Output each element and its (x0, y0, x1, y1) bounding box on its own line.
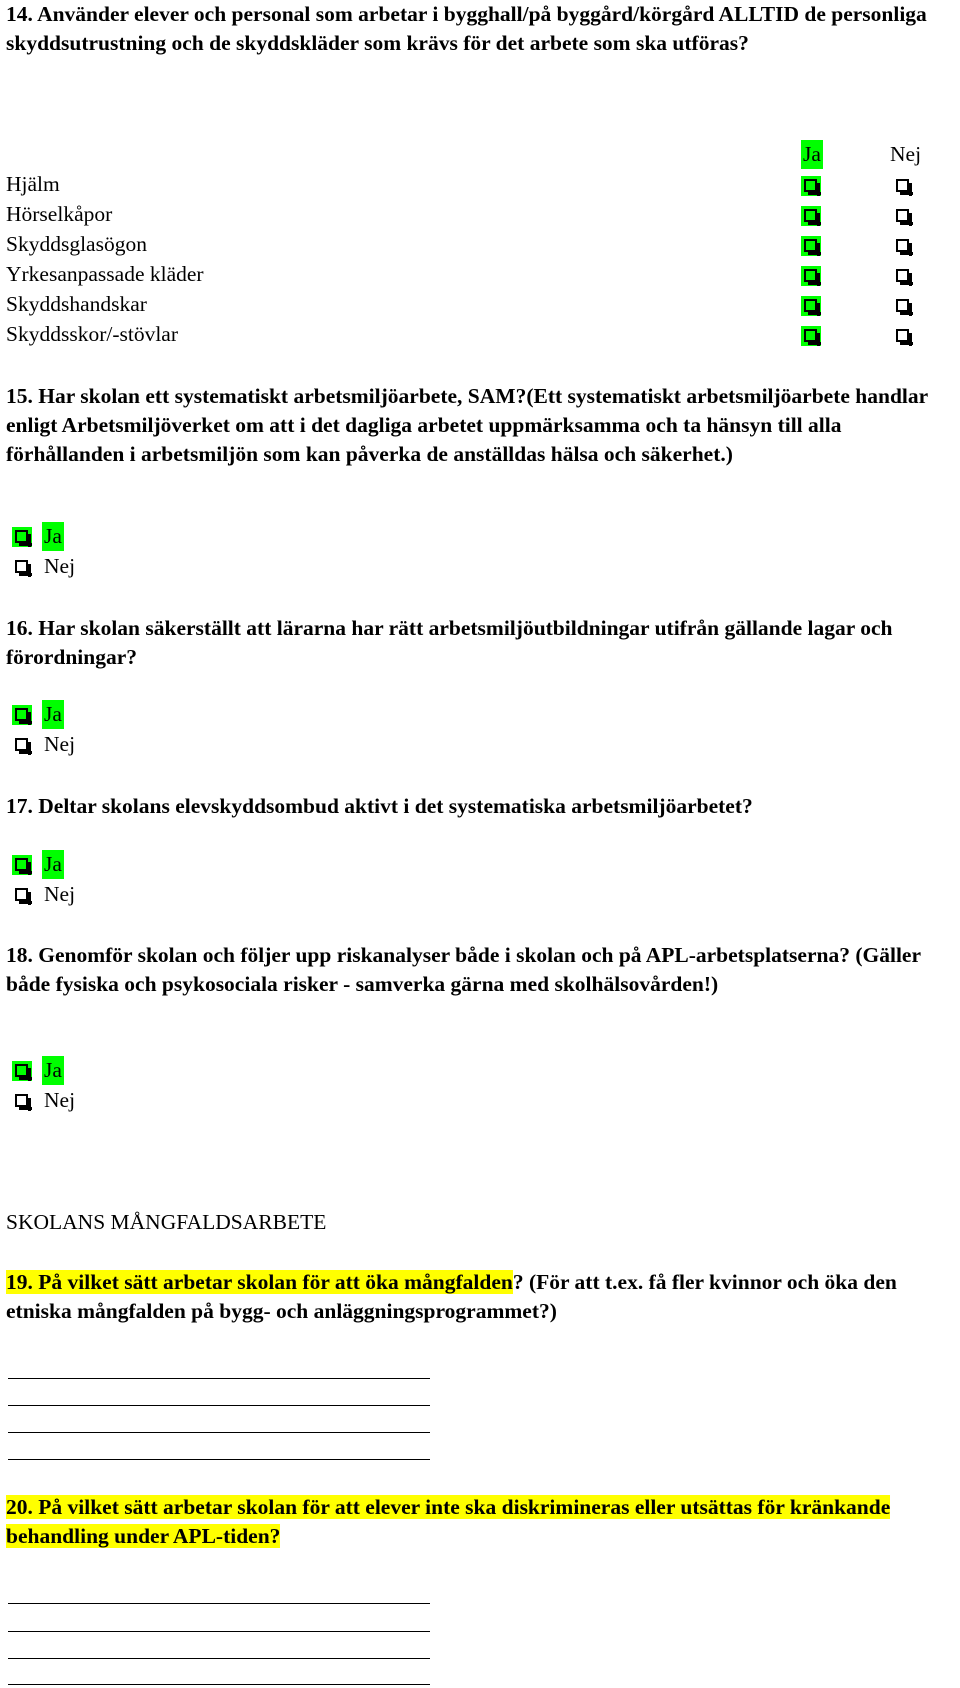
answer-line[interactable] (8, 1603, 430, 1604)
question-19 (6, 1268, 936, 1326)
option-label-ja: Ja (42, 700, 64, 729)
checkbox-helmet-ja[interactable] (801, 176, 821, 196)
equipment-label-helmet: Hjälm (6, 172, 60, 196)
checkbox-icon[interactable] (12, 1091, 32, 1111)
option-label-nej: Nej (44, 1088, 76, 1112)
checkbox-safety-shoes-nej[interactable] (893, 326, 913, 346)
question-15: 15. Har skolan ett systematiskt arbetsmiljöarbete, SAM?(Ett systematiskt arbetsmiljöarbete handlar enligt Arbetsmiljöverket om att i det dagliga arbetet uppmärksamma och ta hänsyn till alla förhållanden i arbetsmiljön som kan påverka de anställdas hälsa och säkerhet.) (6, 384, 928, 466)
checkbox-icon[interactable] (12, 855, 32, 875)
option-q18-ja[interactable] (12, 1056, 64, 1085)
answer-line[interactable] (8, 1459, 430, 1460)
option-q15-nej[interactable] (12, 552, 77, 581)
answer-line[interactable] (8, 1631, 430, 1632)
checkbox-ear-protection-ja[interactable] (801, 206, 821, 226)
question-14: 14. Använder elever och personal som arbetar i bygghall/på byggård/körgård ALLTID de personliga skyddsutrustning och de skyddskläder som krävs för det arbete som ska utföras? (6, 2, 927, 55)
answer-line[interactable] (8, 1684, 430, 1685)
checkbox-icon[interactable] (12, 1061, 32, 1081)
checkbox-helmet-nej[interactable] (893, 176, 913, 196)
checkbox-safety-glasses-ja[interactable] (801, 236, 821, 256)
checkbox-icon[interactable] (12, 557, 32, 577)
question-17: 17. Deltar skolans elevskyddsombud aktivt i det systematiska arbetsmiljöarbetet? (6, 794, 753, 818)
equipment-label-work-clothes: Yrkesanpassade kläder (6, 262, 204, 286)
checkbox-gloves-ja[interactable] (801, 296, 821, 316)
equipment-label-safety-shoes: Skyddsskor/-stövlar (6, 322, 178, 346)
question-20-highlighted: 20. På vilket sätt arbetar skolan för att elever inte ska diskrimineras eller utsättas för kränkande behandling under APL-tiden? (6, 1495, 891, 1548)
checkbox-icon[interactable] (12, 885, 32, 905)
option-label-ja: Ja (42, 1056, 64, 1085)
checkbox-safety-glasses-nej[interactable] (893, 236, 913, 256)
equipment-label-ear-protection: Hörselkåpor (6, 202, 113, 226)
option-q18-nej[interactable] (12, 1086, 77, 1115)
section-heading: SKOLANS MÅNGFALDSARBETE (6, 1210, 327, 1234)
checkbox-icon[interactable] (12, 705, 32, 725)
checkbox-work-clothes-ja[interactable] (801, 266, 821, 286)
question-19-rest: ? (För att t.ex. få fler kvinnor och öka den etniska mångfalden på bygg- och anläggningsprogrammet?) (6, 1270, 897, 1323)
answer-line[interactable] (8, 1432, 430, 1433)
answer-line[interactable] (8, 1658, 430, 1659)
option-label-nej: Nej (44, 732, 76, 756)
question-18: 18. Genomför skolan och följer upp riskanalyser både i skolan och på APL-arbetsplatserna? (Gäller både fysiska och psykosociala risker - samverka gärna med skolhälsovården!) (6, 943, 921, 996)
option-label-ja: Ja (42, 522, 64, 551)
answer-line[interactable] (8, 1378, 430, 1379)
equipment-label-safety-glasses: Skyddsglasögon (6, 232, 147, 256)
option-q16-ja[interactable] (12, 700, 64, 729)
checkbox-safety-shoes-ja[interactable] (801, 326, 821, 346)
column-header-ja: Ja (801, 140, 823, 169)
column-header-nej: Nej (890, 142, 922, 166)
option-q15-ja[interactable] (12, 522, 64, 551)
option-q17-ja[interactable] (12, 850, 64, 879)
question-16: 16. Har skolan säkerställt att lärarna har rätt arbetsmiljöutbildningar utifrån gällande lagar och förordningar? (6, 616, 893, 669)
option-q16-nej[interactable] (12, 730, 77, 759)
equipment-label-gloves: Skyddshandskar (6, 292, 147, 316)
checkbox-work-clothes-nej[interactable] (893, 266, 913, 286)
question-19-highlighted: 19. På vilket sätt arbetar skolan för att öka mångfalden (6, 1270, 513, 1294)
question-20 (6, 1493, 936, 1551)
option-label-nej: Nej (44, 554, 76, 578)
answer-line[interactable] (8, 1405, 430, 1406)
option-q17-nej[interactable] (12, 880, 77, 909)
option-label-nej: Nej (44, 882, 76, 906)
checkbox-icon[interactable] (12, 735, 32, 755)
option-label-ja: Ja (42, 850, 64, 879)
checkbox-gloves-nej[interactable] (893, 296, 913, 316)
checkbox-ear-protection-nej[interactable] (893, 206, 913, 226)
checkbox-icon[interactable] (12, 527, 32, 547)
